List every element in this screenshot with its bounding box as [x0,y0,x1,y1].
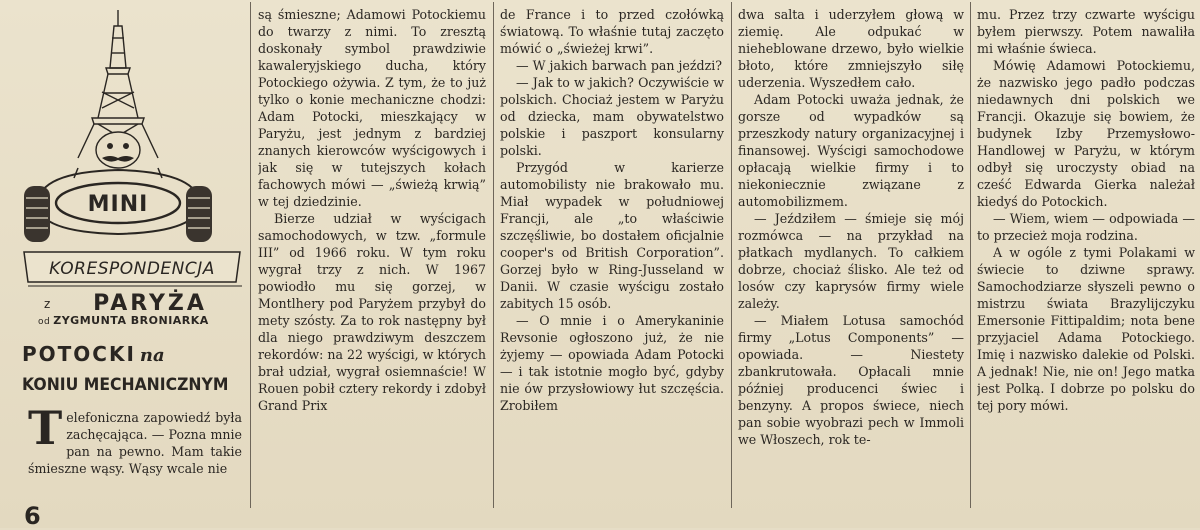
article-paragraph: — Miałem Lotusa samochód firmy „Lotus Components” — opowiada. — Niestety zbankrutowała. Opłacali mnie później producenci świec i benzyny. A propos świece, niech pan sobie wyobrazi pech w Immoli we Włoszech, rok te- [738,313,964,447]
article-paragraph: są śmieszne; Adamowi Potockiemu do twarzy z nimi. To zresztą doskonały symbol prawdziwie kawaleryjskiego ducha, który Potockiego ożywia. Z tym, że to już tylko o konie mechaniczne chodzi: Adam Potocki, mieszkający w Paryżu, jest jednym z bardziej znanych kierowców wyścigowych i jak się w tutejszych kołach fachowych mówi — „świeżą krwią” w tej dziedzinie. [258,7,486,209]
article-column-4 [977,6,1195,511]
column-divider [493,2,494,508]
article-paragraph: de France i to przed czołówką światową. To właśnie tutaj zaczęto mówić o „świeżej krwi”. [500,7,724,56]
eiffel-tower-car-illustration [18,8,246,313]
article-paragraph: mu. Przez trzy czwarte wyścigu byłem pierwszy. Potem nawaliła mi właśnie świeca. [977,7,1195,56]
title-na: na [139,345,165,366]
column-divider [970,2,971,508]
drop-cap: T [28,401,63,455]
face-icon [96,132,140,168]
title-main: POTOCKI [22,342,136,366]
header-panel [0,0,248,528]
article-paragraph: — W jakich barwach pan jeździ? [516,58,722,73]
article-paragraph: Przygód w karierze automobilisty nie brakowało mu. Miał wypadek w południowej Francji, ale „to właściwie szczęśliwie, bo dostałem oficjalnie cooper's od British Corporation”. Gorzej było w Ring-Jusseland w Danii. W czasie wyścigu zostało zabitych 15 osób. [500,160,724,311]
article-column-2 [500,6,724,511]
column-divider [731,2,732,508]
article-column-1 [258,6,486,511]
byline-prefix: od [38,317,51,327]
byline [38,314,250,327]
lead-paragraph [28,401,242,477]
logo-text: MINI [87,192,149,217]
byline-name: ZYGMUNTA BRONIARKA [53,314,209,327]
article-paragraph: — Jak to w jakich? Oczywiście w polskich. Chociaż jestem w Paryżu od dziecka, mam obywatelstwo polskie i paszport konsularny polski. [500,75,724,158]
article-paragraph: Adam Potocki uważa jednak, że gorsze od wypadków są przeszkody natury organizacyjnej i finansowej. Wyścigi samochodowe opłacają wielkie firmy i to niekoniecznie związane z automobilizmem. [738,92,964,209]
column-divider [250,2,251,508]
article-paragraph: Mówię Adamowi Potockiemu, że nazwisko jego padło podczas niedawnych dni polskich we Francji. Okazuje się bowiem, że budynek Izby Przemysłowo-Handlowej w Paryżu, w którym odbył się uroczysty obiad na cześć Edwarda Gierka należał kiedyś do Potockich. [977,58,1195,209]
article-paragraph: Bierze udział w wyścigach samochodowych, w tzw. „formule III” od 1966 roku. W tym roku wygrał trzy z nich. W 1967 powiodło mu się gorzej, w Montlhery pod Paryżem przybył do mety szósty. Za to rok następny był dla niego prawdziwym deszczem rekordów: na 22 wyścigi, w których brał udział, wygrał osiemnaście! W Rouen pobił cztery rekordy i zdobył Grand Prix [258,211,486,413]
article-paragraph: — Wiem, wiem — odpowiada — to przecież moja rodzina. [977,211,1195,243]
article-column-3 [738,6,964,511]
article-paragraph: dwa salta i uderzyłem głową w ziemię. Ale odpukać w nieheblowane drzewo, było wielkie błoto, które zmniejszyło siłę uderzenia. Wyszedłem cało. [738,7,964,90]
article-title-line2: KONIU MECHANICZNYM [22,375,229,395]
article-title-line1 [22,340,252,370]
section-z: z [44,297,51,311]
article-paragraph: A w ogóle z tymi Polakami w świecie to dziwne sprawy. Samochodziarze słyszeli pewno o mistrzu świata Brazylijczyku Emersonie Fittipaldim; nota bene przyjaciel Adama Potockiego. Imię i nazwisko dalekie od Polski. A jednak! Nie, nie on! Jego matka jest Polką. I dobrze po polsku do tej pory mówi. [977,245,1195,413]
article-paragraph: — Jeździłem — śmieje się mój rozmówca — na przykład na płatkach mydlanych. To całkiem dobrze, chociaż ślisko. Ale też od losów czy kaprysów firmy wiele zależy. [738,211,964,311]
page-number: 6 [24,502,41,530]
section-city: PARYŻA [93,291,207,313]
section-title: KORESPONDENCJA [49,259,215,279]
lead-text: elefoniczna zapowiedź była zachęcająca. — Pozna mnie pan na pewno. Mam takie śmieszne wąsy. Wąsy wcale nie [28,410,242,476]
article-paragraph: — O mnie i o Amerykaninie Revsonie ogłoszono już, że nie żyjemy — opowiada Adam Potocki — i tak istotnie mogło być, gdyby nie ów przysłowiowy łut szczęścia. Zrobiłem [500,313,724,413]
